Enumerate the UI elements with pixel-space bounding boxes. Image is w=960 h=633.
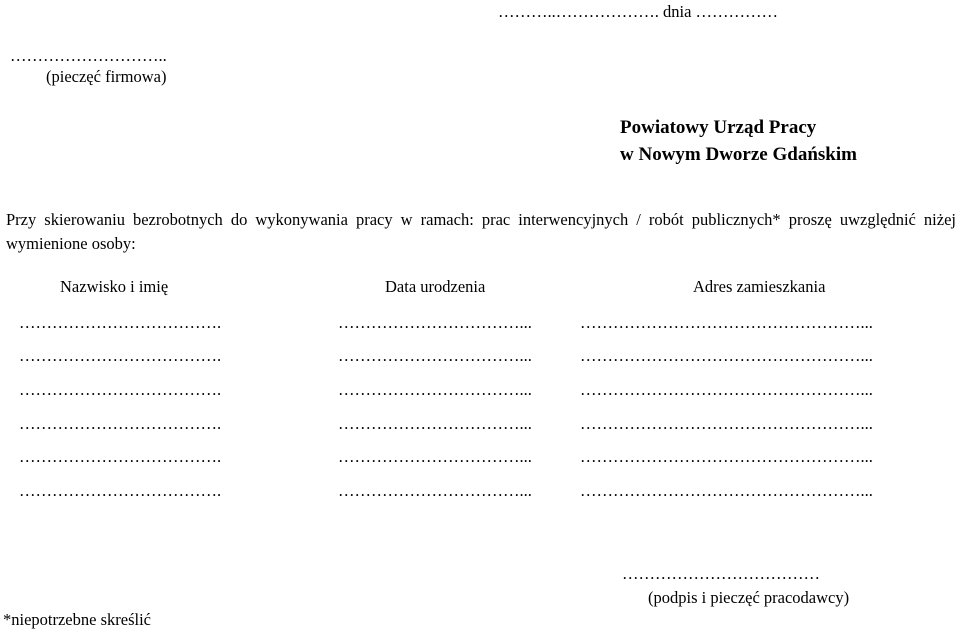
address-field: ……………………………………………... bbox=[580, 481, 873, 500]
addressee-line-2: w Nowym Dworze Gdańskim bbox=[620, 144, 857, 165]
name-field: ………………………………. bbox=[19, 346, 222, 365]
table-row bbox=[0, 346, 960, 368]
birthdate-field: ……………………………... bbox=[338, 313, 532, 332]
date-line: ………..………………. dnia …………… bbox=[498, 2, 779, 21]
column-header-birthdate: Data urodzenia bbox=[385, 277, 486, 296]
birthdate-field: ……………………………... bbox=[338, 380, 532, 399]
table-row bbox=[0, 313, 960, 335]
birthdate-field: ……………………………... bbox=[338, 414, 532, 433]
name-field: ………………………………. bbox=[19, 481, 222, 500]
signature-line: ……………………………… bbox=[622, 564, 820, 583]
name-field: ………………………………. bbox=[19, 380, 222, 399]
table-row bbox=[0, 481, 960, 503]
address-field: ……………………………………………... bbox=[580, 346, 873, 365]
signature-label: (podpis i pieczęć pracodawcy) bbox=[648, 588, 850, 607]
birthdate-field: ……………………………... bbox=[338, 481, 532, 500]
column-header-name: Nazwisko i imię bbox=[60, 277, 169, 296]
address-field: ……………………………………………... bbox=[580, 414, 873, 433]
table-row bbox=[0, 447, 960, 469]
addressee-line-1: Powiatowy Urząd Pracy bbox=[620, 117, 817, 138]
table-row bbox=[0, 414, 960, 436]
name-field: ………………………………. bbox=[19, 414, 222, 433]
company-stamp-placeholder: ……………………….. bbox=[10, 46, 167, 65]
address-field: ……………………………………………... bbox=[580, 447, 873, 466]
name-field: ………………………………. bbox=[19, 447, 222, 466]
column-header-address: Adres zamieszkania bbox=[693, 277, 826, 296]
footnote: *niepotrzebne skreślić bbox=[3, 610, 151, 629]
address-field: ……………………………………………... bbox=[580, 380, 873, 399]
name-field: ………………………………. bbox=[19, 313, 222, 332]
company-stamp-label: (pieczęć firmowa) bbox=[46, 67, 167, 86]
birthdate-field: ……………………………... bbox=[338, 346, 532, 365]
table-row bbox=[0, 380, 960, 402]
address-field: ……………………………………………... bbox=[580, 313, 873, 332]
birthdate-field: ……………………………... bbox=[338, 447, 532, 466]
addressee-block bbox=[620, 114, 857, 168]
request-paragraph: Przy skierowaniu bezrobotnych do wykonywania pracy w ramach: prac interwencyjnych / robót publicznych* proszę uwzględnić niżej wymienione osoby: bbox=[6, 210, 956, 253]
